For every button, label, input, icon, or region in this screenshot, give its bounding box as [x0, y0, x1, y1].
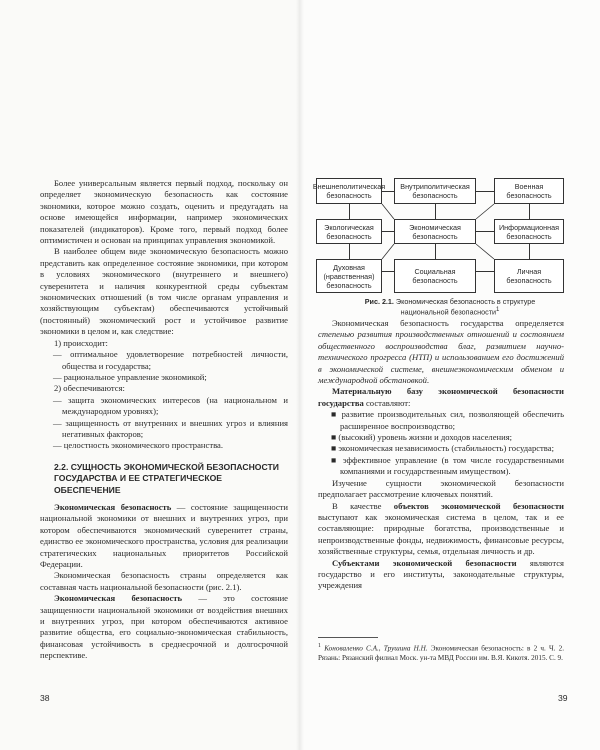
defined-term: Экономическая безопасность — [54, 501, 172, 512]
left-page-text — [40, 178, 288, 662]
connector-line — [382, 244, 394, 259]
diagram-box: Духовная (нравственная) безопасность — [316, 259, 382, 293]
list-item: — целостность экономического пространства. — [53, 440, 223, 451]
list-item: — защищенность от внутренних и внешних угроз и влияния негативных факторов; — [53, 417, 288, 439]
page-number: 39 — [558, 693, 568, 703]
figure-caption-text: Экономическая безопасность в структуре национальной безопасности — [393, 297, 536, 317]
figure-label: Рис. 2.1. — [364, 297, 394, 306]
footnote-marker: 1 — [496, 307, 500, 313]
paragraph: Изучение сущности экономической безопасности предполагает рассмотрение ключевых понятий. — [318, 477, 564, 500]
footnote — [318, 642, 564, 663]
definition-paragraph — [40, 502, 288, 570]
text-run: составляют: — [363, 397, 411, 408]
list-item: — рациональное управление экономикой; — [53, 371, 207, 382]
diagram-box: Личная безопасность — [494, 259, 564, 293]
bold-text: Субъектами экономической безопасности — [332, 557, 517, 568]
connector-line — [382, 204, 394, 219]
text-run: выступают как экономическая система в целом, так и ее составляющие: природные богатства, производственные и непроизводственные фонды, недвижимость, финансовые ресурсы, хозяйственные структуры, семья, отдельная личность и др. — [318, 511, 564, 557]
paragraph: Экономическая безопасность страны определяется как составная часть национальной безопасности (рис. 2.1). — [40, 570, 288, 592]
definition-text: — это состояние защищенности национальной экономики от воздействия внешних и внутренних угроз, при котором обеспечиваются активное развитие общества, его социально-экономическая стабильность, финансовая устойчивость в среднесрочной и долгосрочной перспективе. — [40, 593, 288, 661]
diagram-box: Социальная безопасность — [394, 259, 476, 293]
text-run: В качестве — [332, 500, 394, 511]
connector-line — [476, 204, 494, 219]
footnote-number: 1 — [318, 643, 321, 649]
list-item: ■ развитие производительных сил, позволяющей обеспечить расширенное воспроизводство; — [331, 409, 564, 431]
paragraph — [318, 558, 564, 592]
italic-text: степенью развития производственных отношений и состоянием общественного воспроизводства благ, развитием научно-технического прогресса (НТП) и использованием его достижений в экономической системе, внешнеэкономическим обменом и международной обстановкой — [318, 329, 564, 386]
list-item: ■ (высокий) уровень жизни и доходов населения; — [331, 432, 513, 443]
diagram-box: Экологическая безопасность — [316, 219, 382, 244]
right-page-text — [318, 318, 564, 592]
footnote-authors: Коноваленко С.А., Трушина Н.Н. — [324, 644, 428, 653]
bold-text: Материальную базу экономической безопасности государства — [318, 386, 564, 408]
page-number: 38 — [40, 693, 50, 703]
list-item: ■ эффективное управление (в том числе государственными компаниями и государственным имуществом). — [331, 454, 564, 477]
figure-caption — [340, 297, 560, 316]
paragraph — [318, 501, 564, 558]
paragraph — [318, 318, 564, 386]
connector-line — [476, 244, 494, 259]
footnote-text: Экономическая безопасность: в 2 ч. Ч. 2. Рязань: Рязанский филиал Моск. ун-та МВД России им. В.Я. Кикотя. 2015. С. 9. — [318, 644, 565, 662]
national-security-diagram — [312, 178, 564, 296]
list-item: ■ экономическая независимость (стабильность) государства; — [331, 443, 554, 454]
paragraph: Более универсальным является первый подход, поскольку он определяет экономическую безопасность как состояние экономики, которое можно создать, оценить и предугадать на основе имеющейся информации, например экономических показателей (индикаторов). Кроме того, первый подход более оптимистичен и основан на принципах управления экономикой. — [40, 178, 288, 246]
definition-paragraph — [40, 593, 288, 661]
list-item: — оптимальное удовлетворение потребностей личности, общества и государства; — [53, 349, 288, 371]
paragraph — [318, 386, 564, 409]
diagram-box-central: Экономическая безопасность — [394, 219, 476, 244]
list-item: — защита экономических интересов (на национальном и международном уровнях); — [53, 394, 288, 417]
text-run: являются государство и его институты, законодательные структуры, учреждения — [318, 557, 564, 591]
diagram-box: Внешнеполитическая безопасность — [316, 178, 382, 204]
bold-text: объектов экономической безопасности — [393, 500, 564, 511]
book-gutter — [296, 0, 304, 750]
list-item: 1) происходит: — [54, 337, 108, 348]
footnote-divider — [318, 637, 378, 638]
diagram-box: Внутриполитическая безопасность — [394, 178, 476, 204]
list-item: 2) обеспечиваются: — [54, 383, 125, 394]
text-run: Экономическая безопасность государства определяется — [332, 318, 564, 328]
paragraph: В наиболее общем виде экономическую безопасность можно представить как определенное состояние экономики, при котором в условиях экономического (внутреннего и внешнего) суверенитета и наличия конкурентной среды субъектам экономических отношений (в том числе органам управления и хозяйствующим субъектам) обеспечиваются устойчивый (постоянный) экономический рост и устойчивое развитие экономики в целом и, как следствие: — [40, 246, 288, 337]
diagram-box: Военная безопасность — [494, 178, 564, 204]
diagram-box: Информационная безопасность — [494, 219, 564, 244]
text-run: . — [426, 375, 430, 386]
section-heading: 2.2. СУЩНОСТЬ ЭКОНОМИЧЕСКОЙ БЕЗОПАСНОСТИ ГОСУДАРСТВА И ЕЕ СТРАТЕГИЧЕСКОЕ ОБЕСПЕЧЕНИЕ — [54, 461, 279, 495]
definition-text: — состояние защищенности национальной экономики от внешних и внутренних угроз, при котором обеспечиваются экономический суверенитет страны, единство ее экономического пространства, условия для реализации стратегических национальных приоритетов Российской Федерации. — [40, 501, 288, 569]
defined-term: Экономическая безопасность — [54, 593, 183, 604]
